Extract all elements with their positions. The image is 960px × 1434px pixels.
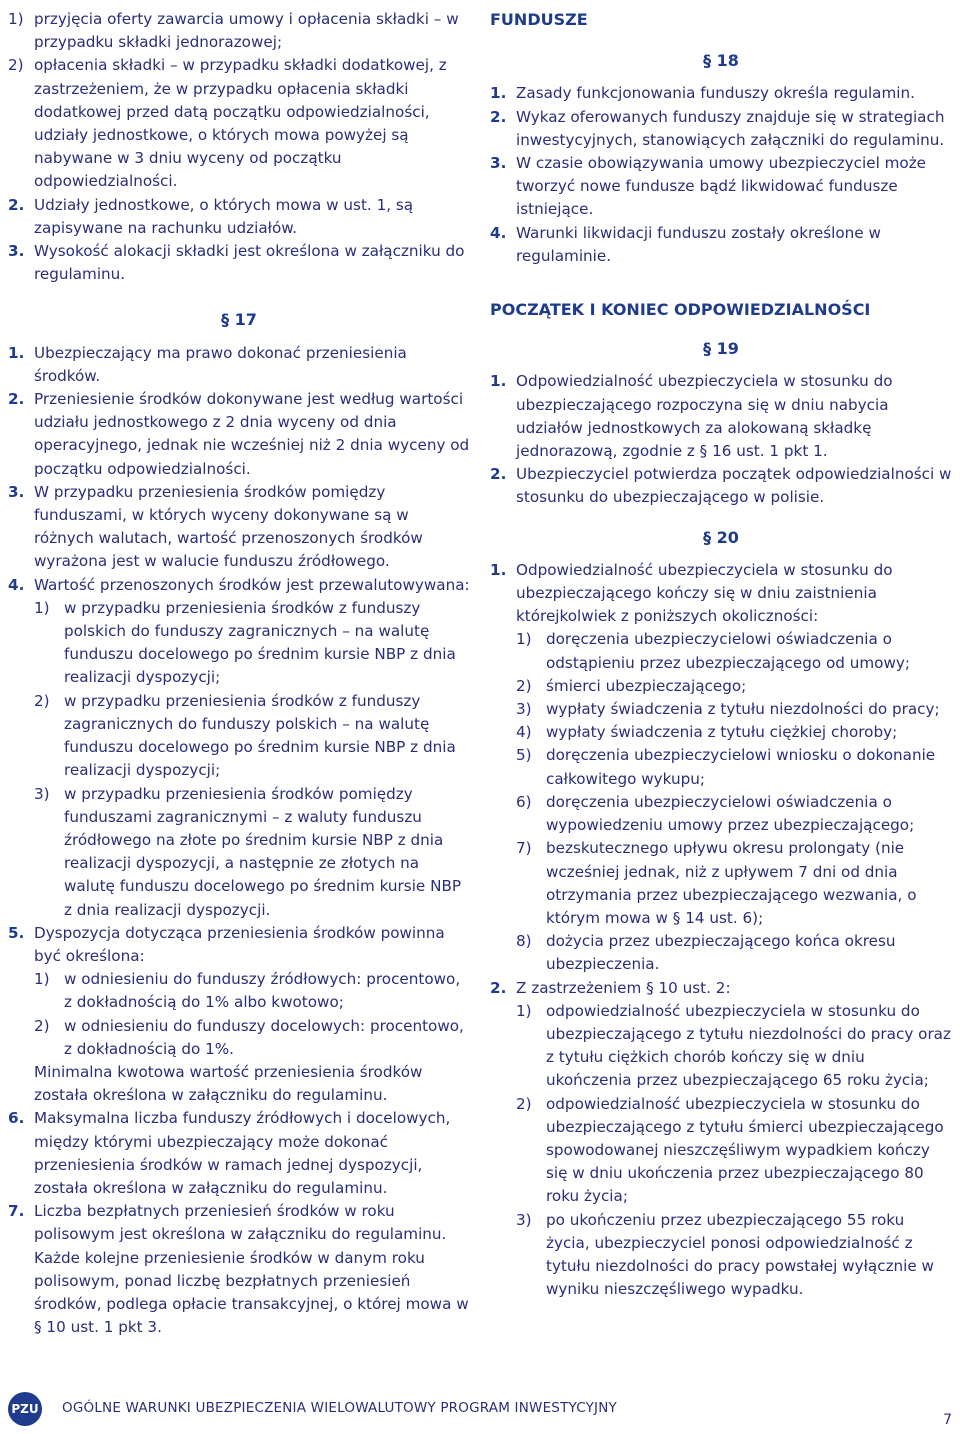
item-number: 2) <box>8 56 24 75</box>
sub-item-text: po ukończeniu przez ubezpieczającego 55 roku życia, ubezpieczyciel ponosi odpowiedzialność z tytułu niezdolności do pracy powstałej wyłącznie w wyniku nieszczęśliwego wypadku. <box>546 1210 934 1299</box>
point <box>490 152 952 222</box>
point-number: 1. <box>8 343 25 362</box>
sub-item-text: w przypadku przeniesienia środków pomiędzy funduszami zagranicznymi – z waluty funduszu źródłowego na złote po średnim kursie NBP z dnia realizacji dyspozycji, a następnie ze złotych na walutę funduszu docelowego po średnim kursie NBP z dnia realizacji dyspozycji. <box>64 784 462 919</box>
pzu-logo: PZU <box>8 1392 42 1426</box>
sub-item-text: wypłaty świadczenia z tytułu niezdolności do pracy; <box>546 700 940 719</box>
sub-item-number: 2) <box>516 676 532 695</box>
point <box>8 922 470 968</box>
point-text: Udziały jednostkowe, o których mowa w ust. 1, są zapisywane na rachunku udziałów. <box>34 195 414 237</box>
point-number: 1. <box>490 560 507 579</box>
sub-item <box>34 597 470 690</box>
point-number: 2. <box>490 107 507 126</box>
point-number: 2. <box>490 465 507 484</box>
point-text: Z zastrzeżeniem § 10 ust. 2: <box>516 978 731 997</box>
sub-item-text: doręczenia ubezpieczycielowi oświadczenia o odstąpieniu przez ubezpieczającego od umowy; <box>546 630 911 672</box>
sub-item <box>516 698 952 721</box>
point-text: Wartość przenoszonych środków jest przewalutowywana: <box>34 575 470 594</box>
page-footer <box>0 1392 960 1434</box>
point <box>8 481 470 574</box>
point-number: 3. <box>490 154 507 173</box>
sub-item <box>34 968 470 1014</box>
item-text: opłacenia składki – w przypadku składki dodatkowej, z zastrzeżeniem, że w przypadku opłacenia składki dodatkowej przed datą początku odpowiedzialności, udziały jednostkowe, o których mowa powyżej są nabywane w 3 dniu wyceny od początku odpowiedzialności. <box>34 56 447 191</box>
sub-item-number: 3) <box>34 784 50 803</box>
point-text: Liczba bezpłatnych przeniesień środków w roku polisowym jest określona w załączniku do regulaminu. Każde kolejne przeniesienie środków w danym roku polisowym, ponad liczbę bezpłatnych przeniesień środków, podlega opłacie transakcyjnej, o której mowa w § 10 ust. 1 pkt 3. <box>34 1202 469 1337</box>
section-title-odpowiedzialnosc: POCZĄTEK I KONIEC ODPOWIEDZIALNOŚCI <box>490 300 871 320</box>
sub-item-number: 2) <box>516 1094 532 1113</box>
sub-item-number: 1) <box>516 1001 532 1020</box>
sub-item <box>516 628 952 674</box>
point <box>8 342 470 388</box>
point <box>490 463 952 509</box>
item-text: przyjęcia oferty zawarcia umowy i opłacenia składki – w przypadku składki jednorazowej; <box>34 10 459 52</box>
point <box>490 106 952 152</box>
section-title-fundusze: FUNDUSZE <box>490 10 588 29</box>
point-number: 4. <box>490 223 507 242</box>
paragraph-20-title: § 20 <box>703 527 739 547</box>
point-text: W czasie obowiązywania umowy ubezpieczyciel może tworzyć nowe fundusze bądź likwidować fundusze istniejące. <box>516 154 927 219</box>
sub-item-number: 1) <box>516 630 532 649</box>
point <box>8 1107 470 1200</box>
sub-item-number: 3) <box>516 1210 532 1229</box>
sub-item-text: śmierci ubezpieczającego; <box>546 676 747 695</box>
point <box>8 574 470 597</box>
intro-item <box>8 54 470 193</box>
point-text: Dyspozycja dotycząca przeniesienia środków powinna być określona: <box>34 923 445 965</box>
right-column <box>490 8 952 1301</box>
sub-item <box>516 1209 952 1302</box>
sub-item <box>516 744 952 790</box>
sub-item-text: dożycia przez ubezpieczającego końca okresu ubezpieczenia. <box>546 932 896 974</box>
sub-item <box>516 837 952 930</box>
point-text: Warunki likwidacji funduszu zostały określone w regulaminie. <box>516 223 881 265</box>
point <box>490 370 952 463</box>
sub-item-text: odpowiedzialność ubezpieczyciela w stosunku do ubezpieczającego z tytułu niezdolności do pracy oraz z tytułu ciężkich chorób kończy się w dniu ukończenia przez ubezpieczającego 65 roku życia; <box>546 1001 951 1090</box>
sub-item-number: 3) <box>516 700 532 719</box>
point-text: Ubezpieczyciel potwierdza początek odpowiedzialności w stosunku do ubezpieczającego w polisie. <box>516 465 952 507</box>
footer-title: OGÓLNE WARUNKI UBEZPIECZENIA WIELOWALUTOWY PROGRAM INWESTYCYJNY <box>62 1400 617 1416</box>
sub-item <box>34 1015 470 1061</box>
point-note: Minimalna kwotowa wartość przeniesienia środków została określona w załączniku do regulaminu. <box>34 1062 423 1105</box>
sub-item-number: 1) <box>34 598 50 617</box>
sub-item <box>516 721 952 744</box>
intro-item <box>8 8 470 54</box>
paragraph-17-title: § 17 <box>221 310 257 330</box>
sub-item-text: w przypadku przeniesienia środków z funduszy zagranicznych do funduszy polskich – na walutę funduszu docelowego po średnim kursie NBP z dnia realizacji dyspozycji; <box>64 691 456 780</box>
point-text: Zasady funkcjonowania funduszy określa regulamin. <box>516 84 915 103</box>
point-number: 4. <box>8 575 25 594</box>
point-text: Maksymalna liczba funduszy źródłowych i docelowych, między którymi ubezpieczający może dokonać przeniesienia środków w ramach jednej dyspozycji, została określona w załączniku do regulaminu. <box>34 1109 451 1197</box>
sub-item <box>516 791 952 837</box>
sub-item <box>516 930 952 976</box>
point <box>490 559 952 629</box>
sub-item-text: w odniesieniu do funduszy źródłowych: procentowo, z dokładnością do 1% albo kwotowo; <box>64 970 461 1012</box>
point-number: 7. <box>8 1202 25 1221</box>
point <box>8 194 470 240</box>
sub-item-number: 8) <box>516 932 532 951</box>
sub-item-number: 4) <box>516 723 532 742</box>
sub-item-number: 7) <box>516 839 532 858</box>
sub-item-number: 2) <box>34 691 50 710</box>
point-text: Odpowiedzialność ubezpieczyciela w stosunku do ubezpieczającego rozpoczyna się w dniu nabycia udziałów jednostkowych za alokowaną składkę jednorazową, zgodnie z § 16 ust. 1 pkt 1. <box>516 372 893 461</box>
paragraph-19-title: § 19 <box>703 339 739 359</box>
sub-item <box>34 690 470 783</box>
sub-item-number: 6) <box>516 792 532 811</box>
sub-item-text: doręczenia ubezpieczycielowi oświadczenia o wypowiedzeniu umowy przez ubezpieczającego; <box>546 792 915 835</box>
point-number: 6. <box>8 1109 25 1128</box>
point <box>8 388 470 481</box>
point <box>490 977 952 1000</box>
point-number: 3. <box>8 242 25 261</box>
sub-item-number: 1) <box>34 970 50 989</box>
point-number: 2. <box>490 978 507 997</box>
left-column <box>8 8 470 1339</box>
sub-item <box>516 1000 952 1093</box>
point <box>490 222 952 268</box>
point-text: Przeniesienie środków dokonywane jest według wartości udziału jednostkowego z 2 dnia wyceny od dnia operacyjnego, jednak nie wcześniej niż 2 dnia wyceny od początku odpowiedzialności. <box>34 390 470 478</box>
sub-item <box>34 783 470 922</box>
point-text: Wysokość alokacji składki jest określona w załączniku do regulaminu. <box>34 242 465 284</box>
sub-item-text: bezskutecznego upływu okresu prolongaty (nie wcześniej jednak, niż z upływem 7 dni od dnia otrzymania przez ubezpieczającego wezwania, o którym mowa w § 14 ust. 6); <box>546 839 917 927</box>
point <box>8 1200 470 1339</box>
page-number: 7 <box>943 1412 952 1428</box>
point-number: 1. <box>490 84 507 103</box>
sub-item-text: w przypadku przeniesienia środków z funduszy polskich do funduszy zagranicznych – na walutę funduszu docelowego po średnim kursie NBP z dnia realizacji dyspozycji; <box>64 598 456 687</box>
sub-item-text: doręczenia ubezpieczycielowi wniosku o dokonanie całkowitego wykupu; <box>546 746 936 788</box>
sub-item-text: odpowiedzialność ubezpieczyciela w stosunku do ubezpieczającego z tytułu śmierci ubezpieczającego spowodowanej nieszczęśliwym wypadkiem kończy się w dniu ukończenia przez ubezpieczającego 80 roku życia; <box>546 1094 944 1206</box>
item-number: 1) <box>8 10 24 28</box>
point-number: 5. <box>8 923 25 942</box>
sub-item <box>516 675 952 698</box>
sub-item <box>516 1093 952 1209</box>
point-text: Ubezpieczający ma prawo dokonać przeniesienia środków. <box>34 343 407 385</box>
point-text: W przypadku przeniesienia środków pomiędzy funduszami, w których wyceny dokonywane są w różnych walutach, wartość przenoszonych środków wyrażona jest w walucie funduszu źródłowego. <box>34 482 423 571</box>
point-number: 1. <box>490 372 507 391</box>
sub-item-text: w odniesieniu do funduszy docelowych: procentowo, z dokładnością do 1%. <box>64 1016 464 1058</box>
sub-item-number: 2) <box>34 1016 50 1035</box>
point-number: 2. <box>8 390 25 409</box>
paragraph-18-title: § 18 <box>703 51 739 71</box>
point <box>490 82 952 105</box>
sub-item-text: wypłaty świadczenia z tytułu ciężkiej choroby; <box>546 723 898 742</box>
point <box>8 240 470 286</box>
point-text: Wykaz oferowanych funduszy znajduje się w strategiach inwestycyjnych, stanowiących załączniki do regulaminu. <box>516 107 945 149</box>
point-text: Odpowiedzialność ubezpieczyciela w stosunku do ubezpieczającego kończy się w dniu zaistnienia którejkolwiek z poniższych okoliczności: <box>516 560 893 626</box>
point-number: 2. <box>8 195 25 214</box>
sub-item-number: 5) <box>516 746 532 765</box>
point-number: 3. <box>8 482 25 501</box>
